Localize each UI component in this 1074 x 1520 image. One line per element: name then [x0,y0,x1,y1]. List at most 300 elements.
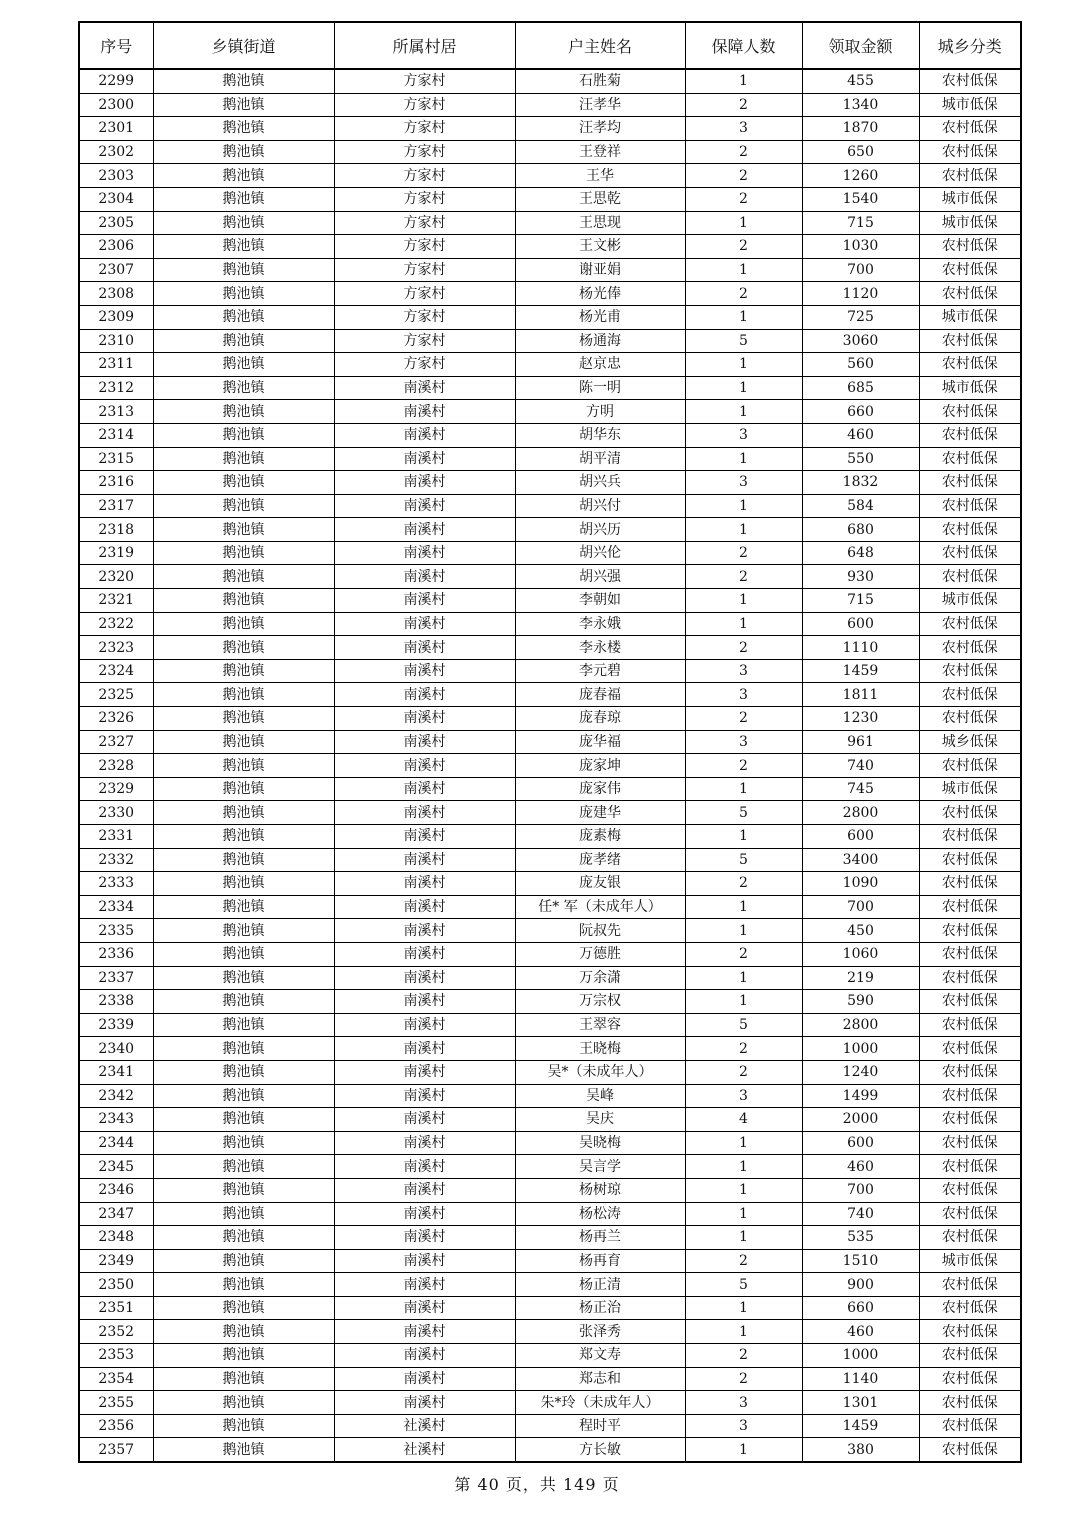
row-village: 南溪村 [334,1226,515,1250]
row-village: 南溪村 [334,1367,515,1391]
row-category: 农村低保 [919,942,1021,966]
row-township: 鹅池镇 [153,93,334,117]
row-amount: 2800 [802,1013,919,1037]
row-index: 2339 [79,1013,153,1037]
row-persons: 5 [685,848,802,872]
row-householder: 李永楼 [515,636,685,660]
row-category: 农村低保 [919,1296,1021,1320]
row-persons: 1 [685,1296,802,1320]
row-amount: 700 [802,1178,919,1202]
row-persons: 3 [685,730,802,754]
row-village: 南溪村 [334,659,515,683]
row-amount: 1000 [802,1344,919,1368]
row-category: 城乡低保 [919,730,1021,754]
row-township: 鹅池镇 [153,400,334,424]
row-village: 南溪村 [334,872,515,896]
row-index: 2335 [79,919,153,943]
row-township: 鹅池镇 [153,636,334,660]
row-village: 方家村 [334,305,515,329]
row-amount: 219 [802,966,919,990]
row-persons: 1 [685,1202,802,1226]
row-village: 南溪村 [334,1013,515,1037]
row-township: 鹅池镇 [153,305,334,329]
row-householder: 王思乾 [515,187,685,211]
row-index: 2333 [79,872,153,896]
row-village: 南溪村 [334,1108,515,1132]
row-category: 农村低保 [919,1084,1021,1108]
row-township: 鹅池镇 [153,1320,334,1344]
row-category: 农村低保 [919,518,1021,542]
row-township: 鹅池镇 [153,754,334,778]
row-category: 农村低保 [919,707,1021,731]
row-township: 鹅池镇 [153,471,334,495]
row-category: 农村低保 [919,1344,1021,1368]
row-village: 南溪村 [334,966,515,990]
row-amount: 715 [802,211,919,235]
row-persons: 2 [685,140,802,164]
row-village: 南溪村 [334,400,515,424]
row-township: 鹅池镇 [153,69,334,93]
row-category: 城市低保 [919,1249,1021,1273]
row-index: 2343 [79,1108,153,1132]
row-category: 农村低保 [919,471,1021,495]
row-householder: 庞家伟 [515,777,685,801]
row-householder: 杨通海 [515,329,685,353]
row-householder: 王文彬 [515,235,685,259]
row-householder: 李元碧 [515,659,685,683]
row-amount: 740 [802,1202,919,1226]
row-village: 方家村 [334,329,515,353]
row-amount: 1499 [802,1084,919,1108]
row-index: 2327 [79,730,153,754]
row-index: 2311 [79,353,153,377]
row-householder: 胡兴历 [515,518,685,542]
header-village: 所属村居 [334,22,515,69]
row-persons: 4 [685,1108,802,1132]
row-index: 2331 [79,825,153,849]
table-row [79,942,1021,966]
row-category: 农村低保 [919,801,1021,825]
row-index: 2303 [79,164,153,188]
row-persons: 1 [685,376,802,400]
row-category: 农村低保 [919,683,1021,707]
row-category: 城市低保 [919,211,1021,235]
row-householder: 杨再兰 [515,1226,685,1250]
row-index: 2326 [79,707,153,731]
row-category: 农村低保 [919,754,1021,778]
row-category: 农村低保 [919,1391,1021,1415]
row-village: 方家村 [334,93,515,117]
row-category: 农村低保 [919,1178,1021,1202]
row-category: 农村低保 [919,1037,1021,1061]
table-row [79,612,1021,636]
table-row [79,93,1021,117]
row-householder: 方明 [515,400,685,424]
row-index: 2309 [79,305,153,329]
row-township: 鹅池镇 [153,1226,334,1250]
row-householder: 方长敏 [515,1438,685,1462]
row-index: 2344 [79,1131,153,1155]
table-row [79,1438,1021,1462]
row-persons: 2 [685,164,802,188]
row-index: 2353 [79,1344,153,1368]
row-village: 南溪村 [334,494,515,518]
row-village: 南溪村 [334,848,515,872]
row-amount: 680 [802,518,919,542]
row-category: 农村低保 [919,919,1021,943]
row-village: 南溪村 [334,1084,515,1108]
row-persons: 2 [685,282,802,306]
row-persons: 1 [685,1131,802,1155]
row-township: 鹅池镇 [153,423,334,447]
row-amount: 660 [802,400,919,424]
table-row [79,1013,1021,1037]
row-index: 2321 [79,589,153,613]
row-village: 方家村 [334,117,515,141]
row-index: 2350 [79,1273,153,1297]
row-township: 鹅池镇 [153,848,334,872]
row-persons: 1 [685,1438,802,1462]
row-index: 2299 [79,69,153,93]
row-township: 鹅池镇 [153,1249,334,1273]
row-category: 农村低保 [919,400,1021,424]
row-index: 2328 [79,754,153,778]
row-category: 农村低保 [919,140,1021,164]
row-index: 2354 [79,1367,153,1391]
row-persons: 3 [685,423,802,447]
table-row [79,919,1021,943]
row-persons: 2 [685,754,802,778]
row-householder: 陈一明 [515,376,685,400]
row-persons: 1 [685,211,802,235]
row-householder: 胡兴兵 [515,471,685,495]
row-persons: 2 [685,1037,802,1061]
row-village: 南溪村 [334,1344,515,1368]
table-row [79,1414,1021,1438]
row-amount: 1340 [802,93,919,117]
table-row [79,659,1021,683]
row-township: 鹅池镇 [153,518,334,542]
row-village: 社溪村 [334,1414,515,1438]
row-index: 2338 [79,990,153,1014]
table-row [79,494,1021,518]
row-category: 农村低保 [919,1414,1021,1438]
row-persons: 5 [685,1273,802,1297]
row-persons: 2 [685,707,802,731]
row-village: 南溪村 [334,565,515,589]
row-township: 鹅池镇 [153,966,334,990]
table-row [79,1131,1021,1155]
row-amount: 600 [802,825,919,849]
row-index: 2332 [79,848,153,872]
row-index: 2345 [79,1155,153,1179]
row-category: 农村低保 [919,69,1021,93]
table-row [79,777,1021,801]
row-persons: 1 [685,1155,802,1179]
row-township: 鹅池镇 [153,683,334,707]
row-category: 农村低保 [919,895,1021,919]
row-amount: 648 [802,541,919,565]
row-persons: 2 [685,1367,802,1391]
row-householder: 胡兴强 [515,565,685,589]
row-amount: 700 [802,895,919,919]
table-row [79,1178,1021,1202]
row-index: 2347 [79,1202,153,1226]
row-householder: 胡兴付 [515,494,685,518]
row-persons: 1 [685,1178,802,1202]
row-township: 鹅池镇 [153,376,334,400]
row-category: 农村低保 [919,1273,1021,1297]
row-index: 2355 [79,1391,153,1415]
row-householder: 郑志和 [515,1367,685,1391]
row-category: 农村低保 [919,1131,1021,1155]
table-row [79,423,1021,447]
row-persons: 1 [685,353,802,377]
row-persons: 2 [685,872,802,896]
page-number: 第 40 页，共 149 页 [454,1475,620,1494]
row-householder: 杨再育 [515,1249,685,1273]
row-township: 鹅池镇 [153,589,334,613]
row-persons: 1 [685,919,802,943]
row-category: 农村低保 [919,1438,1021,1462]
row-category: 农村低保 [919,1013,1021,1037]
row-index: 2317 [79,494,153,518]
row-householder: 吴晓梅 [515,1131,685,1155]
row-amount: 450 [802,919,919,943]
row-amount: 650 [802,140,919,164]
row-category: 农村低保 [919,541,1021,565]
row-amount: 2000 [802,1108,919,1132]
row-index: 2305 [79,211,153,235]
row-village: 南溪村 [334,1202,515,1226]
row-village: 方家村 [334,282,515,306]
row-township: 鹅池镇 [153,1178,334,1202]
row-village: 南溪村 [334,1060,515,1084]
row-amount: 1140 [802,1367,919,1391]
row-householder: 赵京忠 [515,353,685,377]
row-persons: 1 [685,825,802,849]
row-persons: 1 [685,400,802,424]
row-township: 鹅池镇 [153,187,334,211]
row-persons: 3 [685,1084,802,1108]
row-amount: 455 [802,69,919,93]
row-index: 2348 [79,1226,153,1250]
row-index: 2316 [79,471,153,495]
table-row [79,140,1021,164]
row-householder: 胡华东 [515,423,685,447]
table-row [79,353,1021,377]
row-index: 2352 [79,1320,153,1344]
row-category: 城市低保 [919,93,1021,117]
row-index: 2356 [79,1414,153,1438]
row-township: 鹅池镇 [153,1155,334,1179]
row-village: 南溪村 [334,1037,515,1061]
row-township: 鹅池镇 [153,1108,334,1132]
row-amount: 1301 [802,1391,919,1415]
row-township: 鹅池镇 [153,825,334,849]
row-index: 2323 [79,636,153,660]
table-body [79,69,1021,1462]
row-persons: 2 [685,565,802,589]
row-amount: 1260 [802,164,919,188]
row-index: 2300 [79,93,153,117]
row-persons: 2 [685,541,802,565]
row-village: 南溪村 [334,636,515,660]
table-row [79,282,1021,306]
row-householder: 胡兴伦 [515,541,685,565]
row-village: 方家村 [334,69,515,93]
row-persons: 3 [685,683,802,707]
row-amount: 900 [802,1273,919,1297]
table-row [79,518,1021,542]
row-householder: 王晓梅 [515,1037,685,1061]
row-township: 鹅池镇 [153,258,334,282]
row-householder: 石胜菊 [515,69,685,93]
table-row [79,1037,1021,1061]
table-row [79,707,1021,731]
table-row [79,730,1021,754]
row-village: 南溪村 [334,801,515,825]
header-index: 序号 [79,22,153,69]
row-householder: 庞孝绪 [515,848,685,872]
row-index: 2312 [79,376,153,400]
row-persons: 1 [685,966,802,990]
row-amount: 1060 [802,942,919,966]
row-amount: 660 [802,1296,919,1320]
row-amount: 1240 [802,1060,919,1084]
row-householder: 庞友银 [515,872,685,896]
table-row [79,447,1021,471]
row-township: 鹅池镇 [153,942,334,966]
table-row [79,187,1021,211]
table-row [79,990,1021,1014]
row-householder: 任* 军（未成年人） [515,895,685,919]
table-row [79,305,1021,329]
row-village: 南溪村 [334,1249,515,1273]
row-amount: 590 [802,990,919,1014]
row-amount: 1459 [802,659,919,683]
row-village: 南溪村 [334,1296,515,1320]
row-index: 2357 [79,1438,153,1462]
row-persons: 3 [685,659,802,683]
row-index: 2329 [79,777,153,801]
table-row [79,895,1021,919]
row-township: 鹅池镇 [153,282,334,306]
row-householder: 汪孝均 [515,117,685,141]
row-householder: 王思现 [515,211,685,235]
table-row [79,1391,1021,1415]
row-category: 农村低保 [919,1060,1021,1084]
row-category: 农村低保 [919,329,1021,353]
row-amount: 3060 [802,329,919,353]
row-index: 2337 [79,966,153,990]
row-index: 2334 [79,895,153,919]
row-category: 城市低保 [919,305,1021,329]
row-householder: 汪孝华 [515,93,685,117]
row-township: 鹅池镇 [153,707,334,731]
row-category: 农村低保 [919,258,1021,282]
row-township: 鹅池镇 [153,1344,334,1368]
row-category: 农村低保 [919,353,1021,377]
row-category: 农村低保 [919,117,1021,141]
row-index: 2308 [79,282,153,306]
row-village: 南溪村 [334,1131,515,1155]
row-township: 鹅池镇 [153,565,334,589]
row-category: 农村低保 [919,612,1021,636]
row-householder: 杨正治 [515,1296,685,1320]
row-amount: 560 [802,353,919,377]
table-row [79,1296,1021,1320]
table-row [79,801,1021,825]
row-township: 鹅池镇 [153,117,334,141]
row-householder: 郑文寿 [515,1344,685,1368]
row-amount: 3400 [802,848,919,872]
header-amount: 领取金额 [802,22,919,69]
row-village: 方家村 [334,187,515,211]
row-village: 南溪村 [334,447,515,471]
row-village: 南溪村 [334,777,515,801]
row-village: 南溪村 [334,730,515,754]
row-householder: 庞春琼 [515,707,685,731]
row-township: 鹅池镇 [153,659,334,683]
table-row [79,376,1021,400]
row-index: 2301 [79,117,153,141]
table-row [79,754,1021,778]
header-persons: 保障人数 [685,22,802,69]
row-index: 2340 [79,1037,153,1061]
row-category: 农村低保 [919,565,1021,589]
table-row [79,966,1021,990]
row-village: 南溪村 [334,942,515,966]
row-persons: 3 [685,1391,802,1415]
table-row [79,400,1021,424]
table-row [79,1155,1021,1179]
row-category: 农村低保 [919,235,1021,259]
row-amount: 1870 [802,117,919,141]
row-category: 农村低保 [919,447,1021,471]
row-village: 南溪村 [334,1155,515,1179]
row-township: 鹅池镇 [153,1438,334,1462]
row-township: 鹅池镇 [153,494,334,518]
table-row [79,541,1021,565]
row-persons: 2 [685,187,802,211]
row-township: 鹅池镇 [153,1131,334,1155]
row-index: 2349 [79,1249,153,1273]
row-householder: 李朝如 [515,589,685,613]
row-category: 城市低保 [919,589,1021,613]
row-village: 南溪村 [334,1391,515,1415]
row-amount: 380 [802,1438,919,1462]
row-village: 方家村 [334,211,515,235]
row-township: 鹅池镇 [153,140,334,164]
row-persons: 1 [685,1320,802,1344]
table-row [79,565,1021,589]
row-category: 农村低保 [919,966,1021,990]
row-persons: 1 [685,990,802,1014]
table-row [79,117,1021,141]
table-row [79,636,1021,660]
row-householder: 杨树琼 [515,1178,685,1202]
row-householder: 张泽秀 [515,1320,685,1344]
row-township: 鹅池镇 [153,353,334,377]
row-category: 农村低保 [919,1108,1021,1132]
row-village: 社溪村 [334,1438,515,1462]
row-village: 南溪村 [334,754,515,778]
table-row [79,211,1021,235]
row-persons: 5 [685,329,802,353]
header-township: 乡镇街道 [153,22,334,69]
row-village: 南溪村 [334,612,515,636]
